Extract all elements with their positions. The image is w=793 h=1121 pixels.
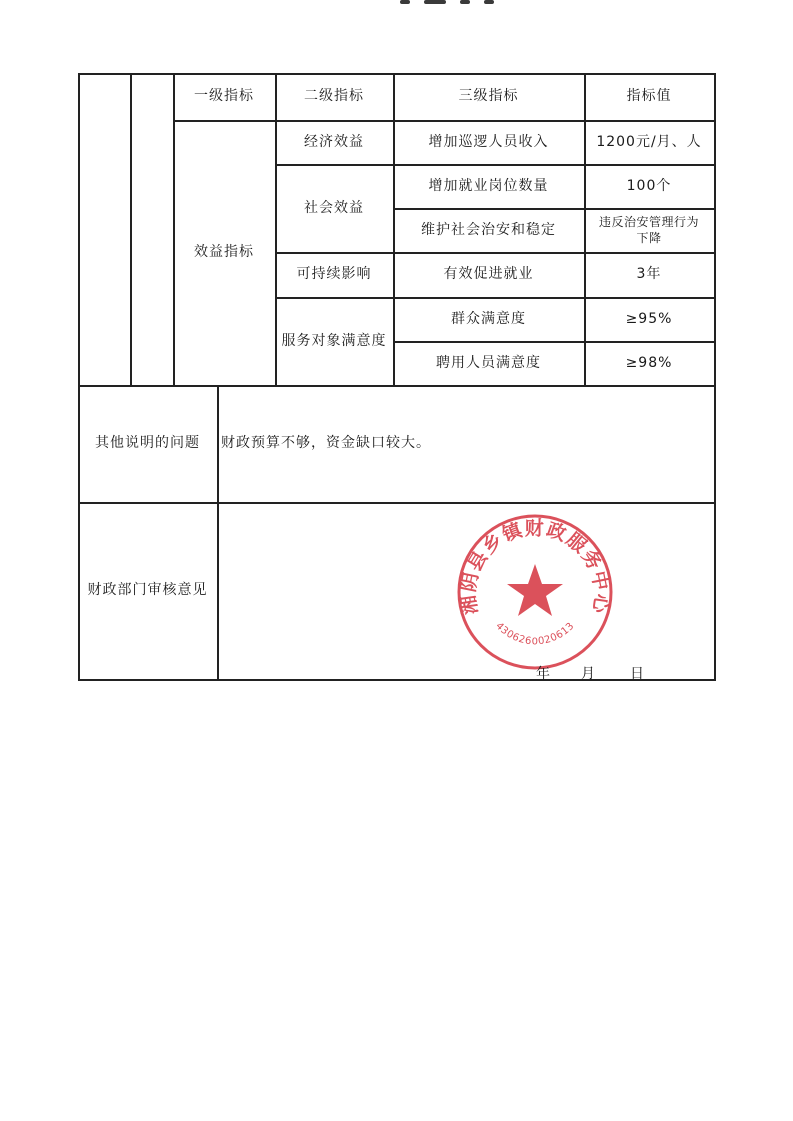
indicator-cell: 维护社会治安和稳定 bbox=[421, 221, 556, 238]
review-date bbox=[536, 663, 656, 681]
header-value: 指标值 bbox=[626, 88, 672, 105]
table-right-border bbox=[714, 73, 716, 681]
value-cell: ≥98% bbox=[625, 354, 673, 371]
value-cell: 100个 bbox=[626, 177, 672, 194]
value-cell: 违反治安管理行为下降 bbox=[598, 214, 699, 245]
performance-table bbox=[78, 73, 716, 681]
level2-satisfaction: 服务对象满意度 bbox=[281, 332, 387, 349]
level2-social: 社会效益 bbox=[304, 199, 364, 216]
other-issues-text: 财政预算不够，资金缺口较大。 bbox=[221, 435, 431, 452]
header-level2: 二级指标 bbox=[304, 88, 364, 105]
level2-economic: 经济效益 bbox=[304, 133, 364, 150]
indicator-cell: 增加就业岗位数量 bbox=[428, 177, 549, 194]
value-cell: 3年 bbox=[636, 266, 662, 283]
indicator-cell: 增加巡逻人员收入 bbox=[428, 133, 549, 150]
date-day: 日 bbox=[630, 666, 644, 682]
other-issues-label: 其他说明的问题 bbox=[95, 435, 200, 452]
indicator-cell: 群众满意度 bbox=[451, 310, 526, 327]
column-line bbox=[130, 73, 132, 385]
svg-text:4306260020613 bbox=[493, 621, 576, 648]
date-month: 月 bbox=[581, 666, 595, 682]
finance-review-label: 财政部门审核意见 bbox=[87, 582, 208, 599]
value-cell: 1200元/月、人 bbox=[596, 133, 702, 150]
official-seal-stamp bbox=[455, 512, 615, 672]
level1-benefit: 效益指标 bbox=[194, 244, 254, 261]
header-level1: 一级指标 bbox=[194, 88, 254, 105]
header-level3: 三级指标 bbox=[458, 88, 519, 105]
value-cell: ≥95% bbox=[625, 310, 673, 327]
indicator-cell: 聘用人员满意度 bbox=[436, 354, 541, 371]
seal-number: 4306260020613 bbox=[493, 620, 577, 648]
seal-text: 湘阴县乡镇财政服务中心 bbox=[457, 517, 613, 616]
level2-sustainable: 可持续影响 bbox=[296, 266, 372, 283]
top-cut-off-text bbox=[372, 0, 522, 6]
date-year: 年 bbox=[536, 666, 550, 682]
indicator-cell: 有效促进就业 bbox=[443, 266, 534, 283]
